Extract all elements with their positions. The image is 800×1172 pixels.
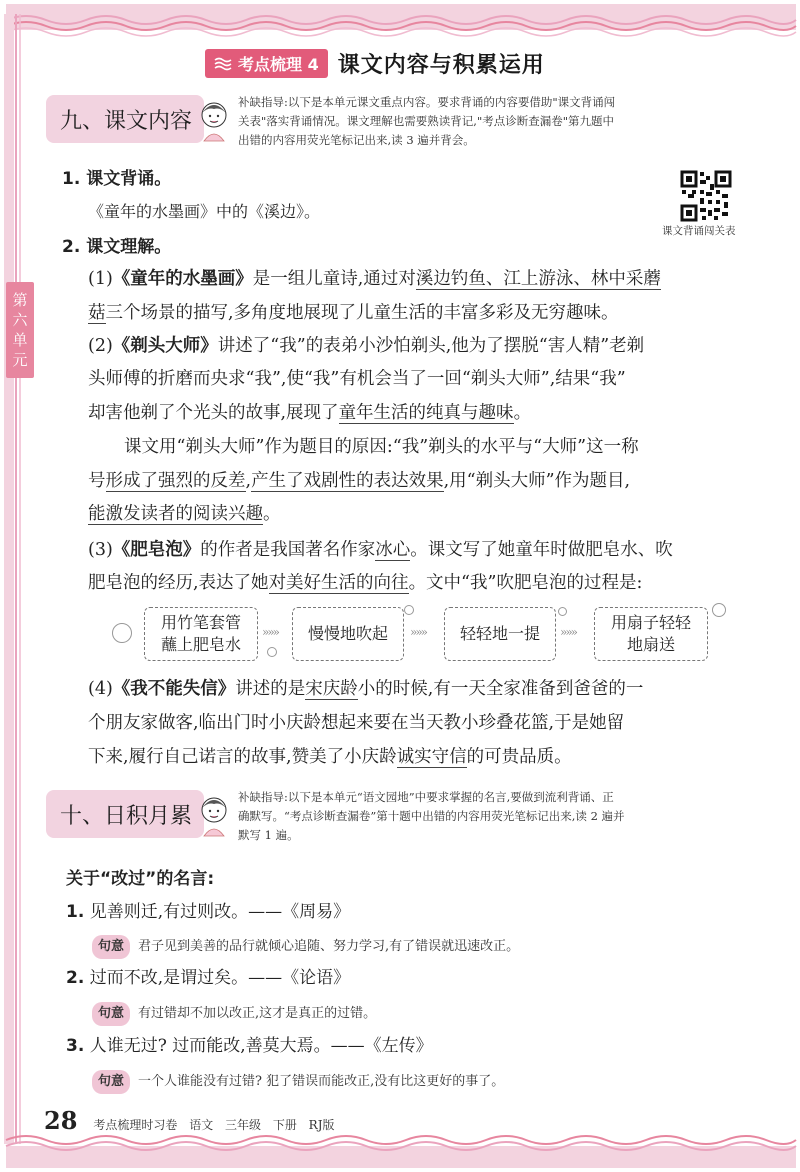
para-text: 肥皂泡的经历,表达了她 xyxy=(88,573,269,593)
reason-line3 xyxy=(88,501,281,527)
unit-tab-char: 六 xyxy=(12,311,28,329)
para-number: (1) xyxy=(88,269,113,289)
para-text: 下来,履行自己诺言的故事,赞美了小庆龄 xyxy=(88,747,397,767)
quote-3 xyxy=(66,1034,433,1058)
paragraph-4 xyxy=(88,676,643,702)
meaning-badge: 句意 xyxy=(92,935,130,959)
note-line: 默写 1 遍。 xyxy=(238,828,299,842)
bubble-icon xyxy=(558,607,567,616)
unit-tab-char: 元 xyxy=(12,351,28,369)
quote-3-meaning xyxy=(92,1070,504,1094)
para-text: 三个场景的描写,多角度地展现了儿童生活的丰富多彩及无穷趣味。 xyxy=(105,303,619,323)
wave-icon xyxy=(214,57,232,71)
arrow-right-icon: »»» xyxy=(410,625,427,639)
section-10-title: 十、日积月累 xyxy=(46,790,204,838)
top-wave-border xyxy=(0,0,800,40)
book-title: 《我不能失信》 xyxy=(112,679,236,699)
section-10-guidance-note xyxy=(238,788,778,845)
para-text: 讲述了“我”的表弟小沙怕剃头,他为了摆脱“害人精”老剃 xyxy=(217,336,645,356)
bubble-icon xyxy=(267,647,277,657)
para-text: 。 xyxy=(263,504,281,524)
quote-number: 3. xyxy=(66,1036,85,1056)
unit-tab-char: 第 xyxy=(12,291,28,309)
para-text: 却害他剃了个光头的故事,展现了 xyxy=(88,403,339,423)
note-line: 关表"落实背诵情况。课文理解也需要熟读背记,"考点诊断查漏卷"第九题中 xyxy=(238,114,615,128)
para-number: (4) xyxy=(88,679,113,699)
key-point: 溪边钓鱼、江上游泳、林中采蘑 xyxy=(415,269,661,289)
quote-number: 2. xyxy=(66,968,85,988)
para-text: 号 xyxy=(88,471,106,491)
paragraph-2-line3 xyxy=(88,400,531,426)
key-point: 诚实守信 xyxy=(396,747,467,767)
qr-code-label: 课文背诵闯关表 xyxy=(662,225,736,237)
book-title: 《童年的水墨画》 xyxy=(112,269,253,289)
meaning-badge: 句意 xyxy=(92,1070,130,1094)
quote-1-meaning xyxy=(92,935,519,959)
para-number: (3) xyxy=(88,540,113,560)
paragraph-3 xyxy=(88,537,673,563)
para-text: 的作者是我国著名作家 xyxy=(200,540,376,560)
paragraph-2 xyxy=(88,333,644,359)
paragraph-1-cont xyxy=(88,300,619,326)
book-title: 《肥皂泡》 xyxy=(112,540,201,560)
quotes-subheading: 关于“改过”的名言: xyxy=(66,869,215,889)
bubble-icon xyxy=(404,605,414,615)
unit-side-tab xyxy=(6,282,34,378)
flow-step-text: 地扇送 xyxy=(626,635,675,654)
quote-2 xyxy=(66,966,350,990)
note-line: 确默写。“考点诊断查漏卷”第十题中出错的内容用荧光笔标记出来,读 2 遍并 xyxy=(238,809,625,823)
item-1-heading: 1. 课文背诵。 xyxy=(62,169,172,189)
item-2-heading: 2. 课文理解。 xyxy=(62,237,172,257)
section-9-header xyxy=(46,95,615,150)
para-text: 小的时候,有一天全家准备到爸爸的一 xyxy=(357,679,644,699)
quote-1 xyxy=(66,900,350,924)
key-point: 形成了强烈的反差 xyxy=(105,471,246,491)
reason-line2 xyxy=(88,468,630,494)
bubble-icon xyxy=(712,603,726,617)
section-10-header xyxy=(46,790,778,845)
arrow-right-icon: »»» xyxy=(560,625,577,639)
para-text: 。 xyxy=(513,403,532,423)
topic-badge xyxy=(205,49,328,78)
left-border xyxy=(4,14,34,1144)
note-line: 补缺指导:以下是本单元“语文园地”中要求掌握的名言,要做到流利背诵、正 xyxy=(238,790,614,804)
quote-text: 见善则迁,有过则改。——《周易》 xyxy=(89,902,351,922)
paragraph-3-cont xyxy=(88,570,642,596)
key-point: 对美好生活的向往 xyxy=(268,573,409,593)
page-title-bar xyxy=(205,48,545,79)
flow-step-2 xyxy=(292,607,404,661)
section-9-guidance-note xyxy=(238,93,615,150)
key-point: 菇 xyxy=(88,303,106,323)
flow-step-text: 慢慢地吹起 xyxy=(307,624,388,643)
qr-code-icon[interactable] xyxy=(680,170,732,222)
flow-step-3 xyxy=(444,607,556,661)
reason-line1: 课文用“剃头大师”作为题目的原因:“我”剃头的水平与“大师”这一称 xyxy=(124,437,639,457)
item-1-text: 《童年的水墨画》中的《溪边》。 xyxy=(88,202,321,221)
book-title: 《剃头大师》 xyxy=(112,336,218,356)
flow-step-1 xyxy=(144,607,258,661)
footer-book-info: 考点梳理时习卷 语文 三年级 下册 RJ版 xyxy=(93,1118,335,1132)
girl-mascot-icon xyxy=(196,790,232,838)
flow-step-text: 用扇子轻轻 xyxy=(610,613,691,632)
para-text: 。课文写了她童年时做肥皂水、吹 xyxy=(410,540,673,560)
note-line: 补缺指导:以下是本单元课文重点内容。要求背诵的内容要借助"课文背诵闯 xyxy=(238,95,616,109)
key-point: 产生了戏剧性的表达效果 xyxy=(251,471,444,491)
quote-text: 人谁无过? 过而能改,善莫大焉。——《左传》 xyxy=(89,1036,433,1056)
topic-badge-label: 考点梳理 4 xyxy=(238,55,319,74)
arrow-right-icon: »»» xyxy=(262,625,279,639)
page-footer xyxy=(44,1106,335,1135)
page-number: 28 xyxy=(44,1106,78,1135)
paragraph-1 xyxy=(88,266,661,292)
para-text: 是一组儿童诗,通过对 xyxy=(252,269,416,289)
para-text: , xyxy=(245,471,252,491)
page-title: 课文内容与积累运用 xyxy=(337,53,545,78)
section-9-title: 九、课文内容 xyxy=(46,95,204,143)
key-point: 冰心 xyxy=(375,540,411,560)
meaning-text: 有过错却不加以改正,这才是真正的过错。 xyxy=(138,1006,377,1021)
para-text: ,用“剃头大师”作为题目, xyxy=(443,471,631,491)
flow-step-text: 轻轻地一提 xyxy=(459,624,540,643)
para-text: 讲述的是 xyxy=(235,679,306,699)
girl-mascot-icon xyxy=(196,95,232,143)
note-line: 出错的内容用荧光笔标记出来,读 3 遍并背会。 xyxy=(238,133,475,147)
bubble-icon xyxy=(112,623,132,643)
paragraph-4-line3 xyxy=(88,744,572,770)
meaning-badge: 句意 xyxy=(92,1002,130,1026)
quote-text: 过而不改,是谓过矣。——《论语》 xyxy=(89,968,351,988)
key-point: 宋庆龄 xyxy=(305,679,358,699)
key-point: 能激发读者的阅读兴趣 xyxy=(88,504,263,524)
quote-number: 1. xyxy=(66,902,85,922)
para-number: (2) xyxy=(88,336,113,356)
key-point: 童年生活的纯真与趣味 xyxy=(338,403,514,423)
meaning-text: 一个人谁能没有过错? 犯了错误而能改正,没有比这更好的事了。 xyxy=(138,1074,505,1089)
para-text: 的可贵品质。 xyxy=(466,747,572,767)
unit-tab-char: 单 xyxy=(12,331,28,349)
paragraph-4-line2: 个朋友家做客,临出门时小庆龄想起来要在当天教小珍叠花篮,于是她留 xyxy=(88,713,625,733)
flow-step-4 xyxy=(594,607,708,661)
bubble-process-flow xyxy=(112,603,742,663)
para-text: 。文中“我”吹肥皂泡的过程是: xyxy=(408,573,643,593)
flow-step-text: 蘸上肥皂水 xyxy=(160,635,241,654)
meaning-text: 君子见到美善的品行就倾心追随、努力学习,有了错误就迅速改正。 xyxy=(138,939,520,954)
paragraph-2-line2: 头师傅的折磨而央求“我”,使“我”有机会当了一回“剃头大师”,结果“我” xyxy=(88,369,626,389)
quote-2-meaning xyxy=(92,1002,376,1026)
flow-step-text: 用竹笔套管 xyxy=(160,613,241,632)
